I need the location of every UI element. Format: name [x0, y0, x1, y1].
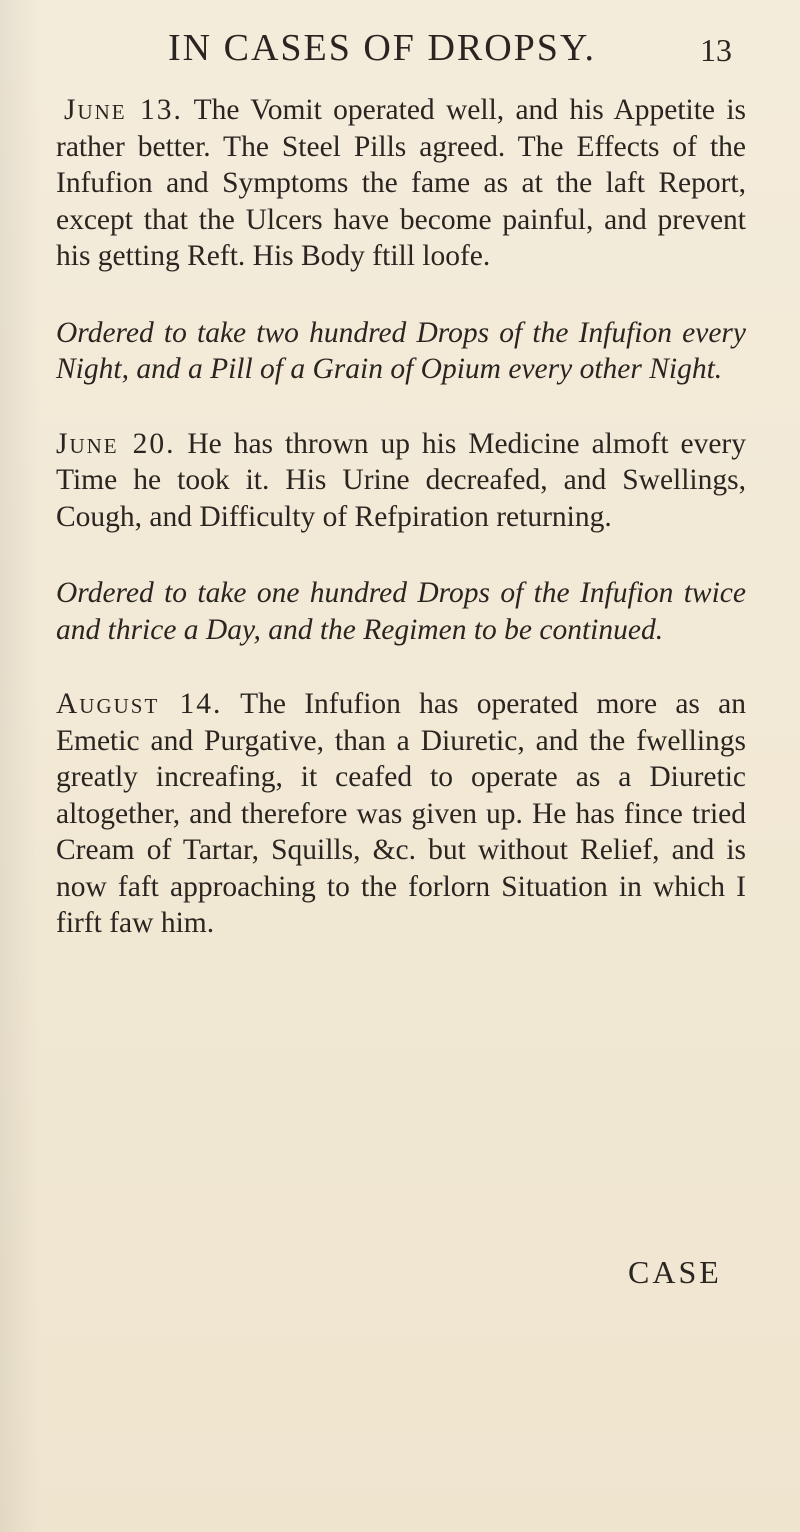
- entry-date: August 14.: [56, 688, 223, 720]
- page-number: 13: [700, 32, 732, 68]
- entry-text: The Infufion has operated more as an Emetic and Purgative, than a Diuretic, and the fwellings greatly increafing, it ceafed to operate as a Diuretic altogether, and therefore was given up. He has fince tried Cream of Tartar, Squills, &c. but without Relief, and is now faft approaching to the forlorn Situation in which I firft faw him.: [56, 688, 746, 939]
- order-second: Ordered to take one hundred Drops of the Infufion twice and thrice a Day, and the Regimen to be continued.: [56, 577, 746, 646]
- entry-date: June 20.: [56, 427, 176, 460]
- entry-june-20: [56, 426, 746, 536]
- entry-date: June 13.: [64, 94, 183, 126]
- running-title: IN CASES OF DROPSY.: [168, 27, 596, 69]
- entry-text: The Vomit operated well, and his Appetite is rather better. The Steel Pills agreed. The Effects of the Infufion and Symptoms the fame as at the laft Report, except that the Ulcers have become painful, and prevent his getting Reft. His Body ftill loofe.: [56, 94, 747, 272]
- entry-august-14: [56, 686, 746, 942]
- catchword: CASE: [628, 1254, 722, 1290]
- entry-text: He has thrown up his Medicine almoft every Time he took it. His Urine decreafed, and Swellings, Cough, and Difficulty of Refpiration returning.: [56, 427, 747, 533]
- order-first: Ordered to take two hundred Drops of the Infufion every Night, and a Pill of a Grain of Opium every other Night.: [56, 316, 746, 385]
- text-block: [56, 92, 746, 942]
- entry-june-13: [56, 92, 746, 275]
- running-head: [0, 18, 800, 78]
